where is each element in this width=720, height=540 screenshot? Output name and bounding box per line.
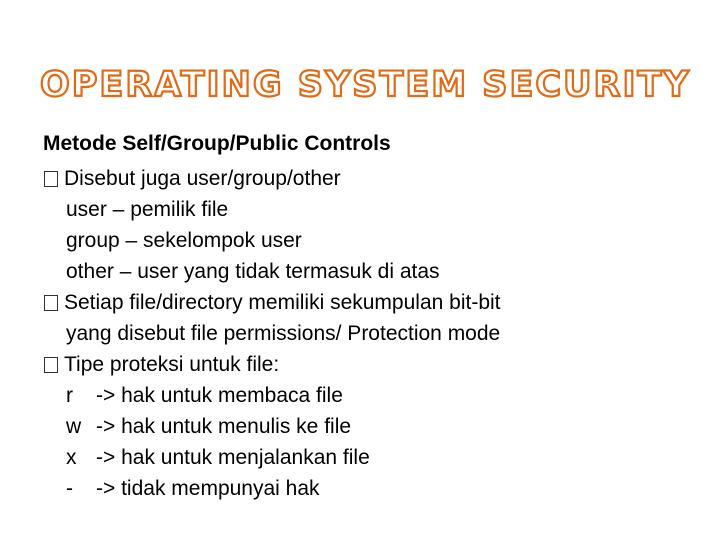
square-bullet-icon	[44, 295, 58, 311]
bullet-item	[44, 287, 501, 318]
sub-item: yang disebut file permissions/ Protection mode	[66, 322, 501, 345]
permission-item	[44, 411, 501, 442]
permission-desc: -> hak untuk membaca file	[96, 384, 343, 407]
slide-subtitle: Metode Self/Group/Public Controls	[43, 132, 391, 155]
square-bullet-icon	[44, 357, 58, 373]
sub-item: group – sekelompok user	[66, 229, 302, 252]
permission-item	[44, 442, 501, 473]
permission-desc: -> hak untuk menulis ke file	[96, 415, 352, 438]
permission-desc: -> tidak mempunyai hak	[96, 477, 320, 500]
permission-code: r	[66, 384, 73, 407]
permission-desc: -> hak untuk menjalankan file	[96, 446, 370, 469]
bullet-list	[44, 163, 501, 504]
bullet-item	[44, 349, 501, 380]
bullet-text: Setiap file/directory memiliki sekumpulan bit-bit	[64, 291, 501, 314]
slide-title: OPERATING SYSTEM SECURITY	[40, 65, 691, 105]
permission-code: w	[66, 415, 82, 438]
sub-item: user – pemilik file	[66, 198, 229, 221]
bullet-item	[44, 163, 501, 194]
permission-item	[44, 380, 501, 411]
permission-code: x	[66, 446, 77, 469]
permission-item	[44, 473, 501, 504]
bullet-text: Tipe proteksi untuk file:	[64, 353, 280, 376]
square-bullet-icon	[44, 171, 58, 187]
bullet-text: Disebut juga user/group/other	[64, 167, 341, 190]
sub-item: other – user yang tidak termasuk di atas	[66, 260, 440, 283]
permission-code: -	[66, 477, 73, 500]
